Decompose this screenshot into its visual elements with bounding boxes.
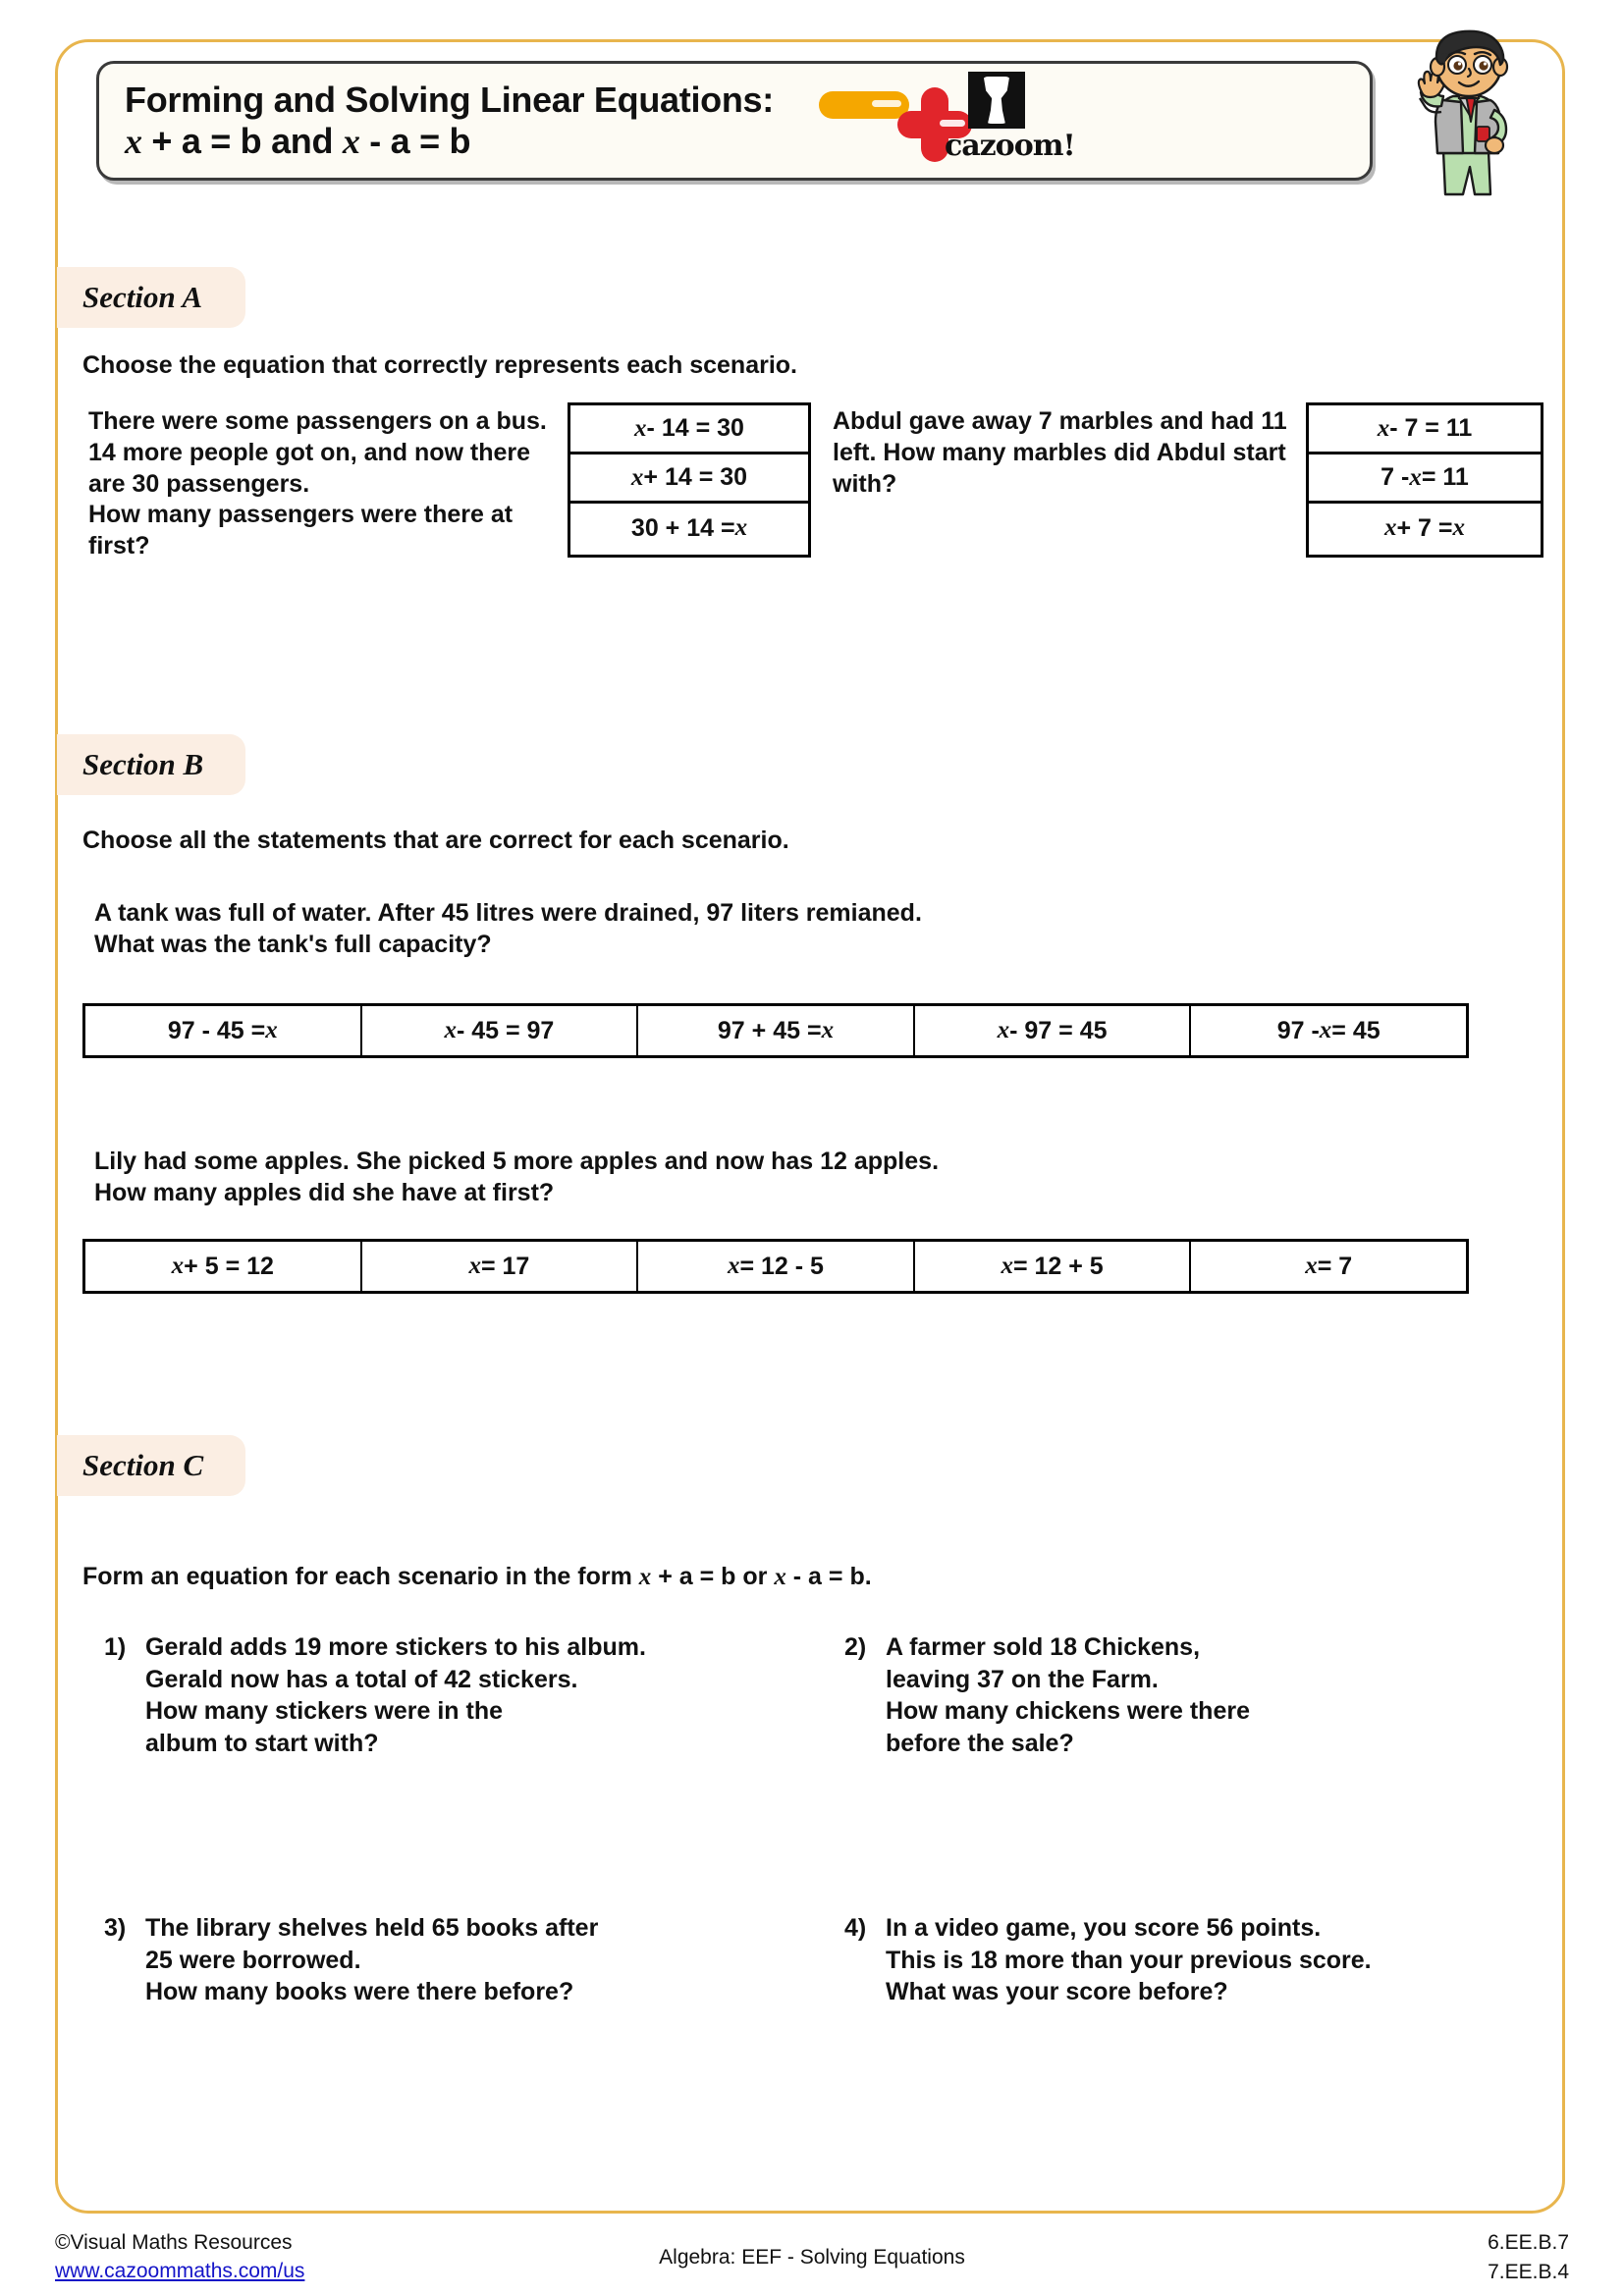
section-c-pill [57, 1435, 245, 1496]
section-a-instruction: Choose the equation that correctly represents each scenario. [82, 351, 798, 379]
option-box[interactable]: 7 - x = 11 [1309, 454, 1541, 504]
section-a-q1-scenario: There were some passengers on a bus. 14 more people got on, and now there are 30 passengers. How many passengers were there at first? [88, 407, 547, 560]
option-box[interactable]: 30 + 14 = x [630, 513, 748, 542]
section-c-label: Section C [82, 1448, 204, 1482]
title-line-2 [125, 121, 774, 162]
section-a-q1-options [568, 402, 811, 558]
section-b-q1-options [82, 1003, 1469, 1058]
section-b-q1-scenario [94, 898, 1371, 961]
title-line-1: Forming and Solving Linear Equations: [125, 80, 774, 121]
section-a-label: Section A [82, 280, 203, 314]
section-c-question-4 [844, 1912, 1512, 2008]
instruction-part: Form an equation for each scenario in the form [82, 1563, 639, 1590]
instruction-part: - a = b. [785, 1563, 872, 1590]
title-line-2-post: - a = b [359, 120, 471, 161]
standard-code: 7.EE.B.4 [1488, 2261, 1569, 2284]
standard-code: 6.EE.B.7 [1488, 2231, 1569, 2254]
question-number: 3) [104, 1914, 127, 1942]
footer-topic: Algebra: EEF - Solving Equations [659, 2246, 965, 2269]
option-cell[interactable]: x = 7 [1305, 1252, 1353, 1280]
scenario-line: How many apples did she have at first? [94, 1178, 555, 1206]
option-box[interactable]: x + 7 = x [1384, 513, 1465, 542]
section-b-instruction: Choose all the statements that are correct for each scenario. [82, 827, 789, 854]
instruction-part: + a = b or [651, 1563, 775, 1590]
section-c-question-3 [104, 1912, 772, 2008]
section-a-q2-options [1306, 402, 1543, 558]
question-number: 1) [104, 1633, 127, 1661]
option-cell[interactable]: x - 45 = 97 [362, 1006, 639, 1055]
question-line: leaving 37 on the Farm. [886, 1665, 1159, 1693]
footer-standards [1488, 2228, 1569, 2288]
option-cell[interactable]: x = 12 - 5 [638, 1242, 915, 1291]
scenario-line: What was the tank's full capacity? [94, 930, 492, 958]
option-cell[interactable]: x + 5 = 12 [85, 1242, 362, 1291]
option-cell[interactable]: 97 - x = 45 [1276, 1016, 1380, 1044]
option-box[interactable]: x - 14 = 30 [570, 405, 808, 454]
website-link[interactable]: www.cazoommaths.com/us [55, 2260, 305, 2283]
scenario-line: Lily had some apples. She picked 5 more apples and now has 12 apples. [94, 1148, 940, 1175]
section-c-instruction [82, 1563, 872, 1591]
option-cell[interactable]: x = 17 [362, 1242, 639, 1291]
instruction-variable-2: x [774, 1564, 786, 1590]
question-body [886, 1912, 1512, 2008]
question-line: How many stickers were in the [145, 1697, 504, 1725]
section-c-question-1 [104, 1631, 772, 1759]
cazoom-logo [813, 68, 1075, 174]
scenario-line: A tank was full of water. After 45 litres were drained, 97 liters remianed. [94, 899, 922, 927]
title-line-2-mid: + a = b and [141, 120, 343, 161]
option-cell[interactable]: x - 97 = 45 [915, 1006, 1192, 1055]
option-box[interactable]: x + 14 = 30 [570, 454, 808, 504]
question-line: How many books were there before? [145, 1978, 574, 2005]
logo-wordmark: cazoom! [944, 129, 1075, 163]
title-variable-2: x [342, 121, 360, 161]
question-line: The library shelves held 65 books after [145, 1914, 599, 1942]
question-body [145, 1631, 772, 1759]
option-cell[interactable]: 97 - 45 = x [85, 1006, 362, 1055]
question-number: 2) [844, 1633, 867, 1661]
section-c-question-2 [844, 1631, 1473, 1759]
title-variable-1: x [125, 121, 142, 161]
option-cell[interactable]: x = 12 + 5 [915, 1242, 1192, 1291]
question-line: Gerald now has a total of 42 stickers. [145, 1665, 578, 1693]
question-line: What was your score before? [886, 1978, 1228, 2005]
question-line: album to start with? [145, 1729, 379, 1757]
question-line: This is 18 more than your previous score. [886, 1946, 1372, 1974]
question-line: Gerald adds 19 more stickers to his album. [145, 1633, 646, 1661]
section-b-q2-options [82, 1239, 1469, 1294]
question-line: before the sale? [886, 1729, 1074, 1757]
section-a-pill [57, 267, 245, 328]
minus-icon [819, 91, 909, 119]
option-box[interactable]: x - 7 = 11 [1309, 405, 1541, 454]
section-b-label: Section B [82, 747, 204, 781]
question-line: A farmer sold 18 Chickens, [886, 1633, 1201, 1661]
instruction-variable-1: x [638, 1564, 652, 1590]
question-line: In a video game, you score 56 points. [886, 1914, 1322, 1942]
copyright-text: ©Visual Maths Resources [55, 2231, 293, 2254]
hourglass-shape [982, 77, 1011, 124]
section-b-q2-scenario [94, 1147, 1371, 1209]
title-banner [96, 61, 1373, 181]
hourglass-icon [968, 72, 1025, 129]
option-cell[interactable]: 97 + 45 = x [638, 1006, 915, 1055]
question-line: 25 were borrowed. [145, 1946, 361, 1974]
question-body [145, 1912, 772, 2008]
page-title [125, 80, 774, 162]
section-a-q2-scenario: Abdul gave away 7 marbles and had 11 left. How many marbles did Abdul start with? [833, 407, 1287, 498]
student-mascot-illustration [1392, 27, 1540, 196]
section-b-pill [57, 734, 245, 795]
question-number: 4) [844, 1914, 867, 1942]
question-line: How many chickens were there [886, 1697, 1250, 1725]
question-body [886, 1631, 1473, 1759]
